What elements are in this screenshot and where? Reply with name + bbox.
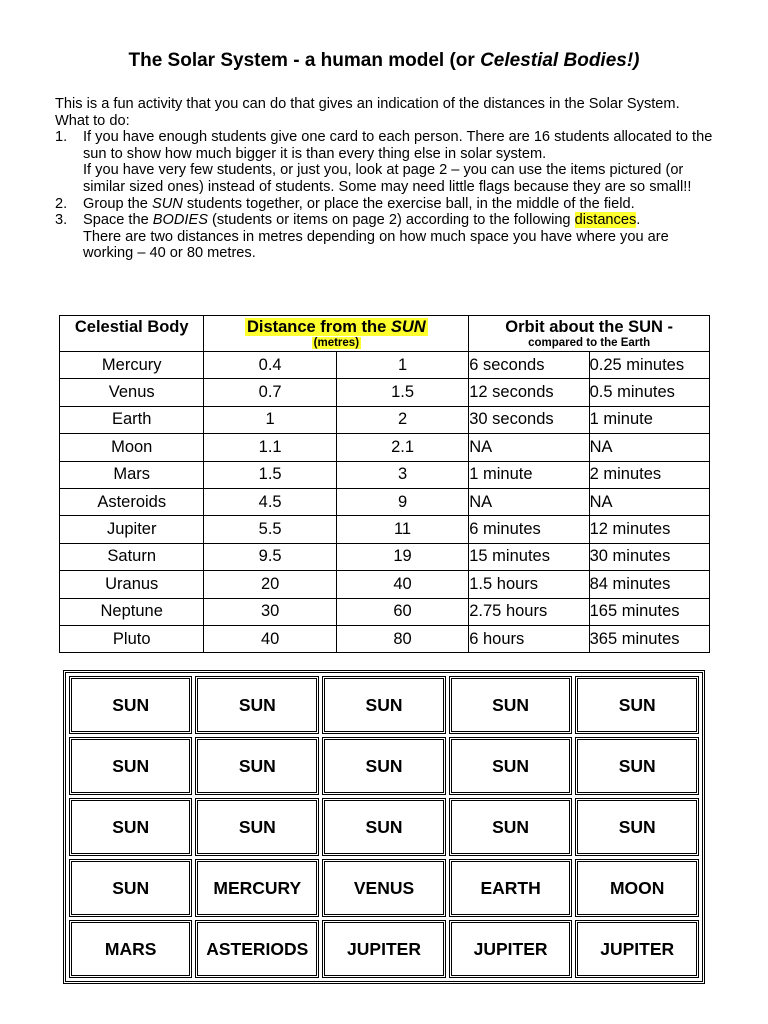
card: SUN xyxy=(322,798,446,856)
header-celestial-body: Celestial Body xyxy=(60,316,204,352)
table-row xyxy=(60,571,710,598)
table-row xyxy=(60,488,710,515)
cards-body xyxy=(69,676,699,978)
steps-list xyxy=(55,129,715,262)
cell-distance-80: 2 xyxy=(336,406,468,433)
cell-distance-80: 19 xyxy=(336,543,468,570)
cell-distance-80: 9 xyxy=(336,488,468,515)
cell-orbit-time: NA xyxy=(469,488,589,515)
cell-orbit-minutes: 165 minutes xyxy=(589,598,709,625)
card: EARTH xyxy=(449,859,573,917)
cell-orbit-time: 6 hours xyxy=(469,625,589,652)
cell-distance-40: 9.5 xyxy=(204,543,336,570)
cell-orbit-minutes: 2 minutes xyxy=(589,461,709,488)
cell-body-name: Uranus xyxy=(60,571,204,598)
step-number: 3. xyxy=(55,212,68,229)
card: MERCURY xyxy=(195,859,319,917)
cell-orbit-time: 12 seconds xyxy=(469,379,589,406)
cell-orbit-minutes: 0.25 minutes xyxy=(589,352,709,379)
card: SUN xyxy=(449,798,573,856)
step-text: If you have enough students give one card to each person. There are 16 students allocated to the sun to show how much bigger it is than every thing else in solar system. xyxy=(83,129,713,162)
cell-distance-80: 80 xyxy=(336,625,468,652)
cell-orbit-time: 2.75 hours xyxy=(469,598,589,625)
header-distance-unit: (metres) xyxy=(313,337,360,349)
step-text: (students or items on page 2) according to the following xyxy=(207,212,575,229)
header-distance-text: Distance from the xyxy=(246,318,391,336)
cell-orbit-time: 1 minute xyxy=(469,461,589,488)
step-text: If you have very few students, or just you, look at page 2 – you can use the items pictured (or similar sized ones) instead of students. Some may need little flags because they are so small!! xyxy=(83,162,692,195)
table-row xyxy=(60,516,710,543)
card: SUN xyxy=(69,676,192,734)
cell-body-name: Asteroids xyxy=(60,488,204,515)
page-title xyxy=(0,50,768,72)
title-italic: Celestial Bodies!) xyxy=(480,50,640,71)
step-item xyxy=(55,196,715,213)
cell-orbit-time: 1.5 hours xyxy=(469,571,589,598)
cell-distance-40: 1.5 xyxy=(204,461,336,488)
cell-body-name: Venus xyxy=(60,379,204,406)
step-italic: BODIES xyxy=(152,212,208,229)
card-row xyxy=(69,859,699,917)
step-number: 2. xyxy=(55,195,68,212)
cell-distance-40: 0.7 xyxy=(204,379,336,406)
card: JUPITER xyxy=(449,920,573,978)
cell-orbit-minutes: 12 minutes xyxy=(589,516,709,543)
card-row xyxy=(69,798,699,856)
cell-distance-80: 3 xyxy=(336,461,468,488)
table-body xyxy=(60,352,710,653)
header-distance xyxy=(204,316,469,352)
cell-distance-40: 20 xyxy=(204,571,336,598)
table-row xyxy=(60,406,710,433)
cell-distance-80: 1.5 xyxy=(336,379,468,406)
cell-body-name: Moon xyxy=(60,434,204,461)
cell-distance-80: 60 xyxy=(336,598,468,625)
header-orbit xyxy=(469,316,710,352)
cell-body-name: Mercury xyxy=(60,352,204,379)
card: SUN xyxy=(322,676,446,734)
cards-grid xyxy=(63,670,705,984)
card-row xyxy=(69,676,699,734)
card-row xyxy=(69,737,699,795)
card: SUN xyxy=(449,737,573,795)
card: SUN xyxy=(575,798,699,856)
card: SUN xyxy=(575,676,699,734)
cell-distance-80: 11 xyxy=(336,516,468,543)
card: MOON xyxy=(575,859,699,917)
cell-body-name: Neptune xyxy=(60,598,204,625)
card: MARS xyxy=(69,920,192,978)
cell-distance-40: 4.5 xyxy=(204,488,336,515)
distances-table xyxy=(59,315,710,653)
cell-body-name: Pluto xyxy=(60,625,204,652)
cell-distance-40: 1 xyxy=(204,406,336,433)
cell-orbit-minutes: 84 minutes xyxy=(589,571,709,598)
card: VENUS xyxy=(322,859,446,917)
cell-orbit-minutes: 0.5 minutes xyxy=(589,379,709,406)
cell-body-name: Jupiter xyxy=(60,516,204,543)
card: SUN xyxy=(195,737,319,795)
table-row xyxy=(60,352,710,379)
step-text: Group the xyxy=(83,195,152,212)
step-item xyxy=(55,212,715,262)
step-text: There are two distances in metres depending on how much space you have where you are working – 40 or 80 metres. xyxy=(83,228,669,262)
table-row xyxy=(60,379,710,406)
cell-distance-40: 1.1 xyxy=(204,434,336,461)
card: SUN xyxy=(69,737,192,795)
cell-orbit-minutes: 1 minute xyxy=(589,406,709,433)
step-italic: SUN xyxy=(151,195,183,212)
header-distance-italic: SUN xyxy=(390,318,426,336)
table-header-row xyxy=(60,316,710,352)
card: SUN xyxy=(322,737,446,795)
cell-orbit-time: 30 seconds xyxy=(469,406,589,433)
cell-orbit-time: 6 seconds xyxy=(469,352,589,379)
intro-section xyxy=(55,96,715,262)
intro-paragraph: This is a fun activity that you can do that gives an indication of the distances in the Solar System. xyxy=(55,96,680,112)
cell-distance-40: 30 xyxy=(204,598,336,625)
cell-orbit-time: 6 minutes xyxy=(469,516,589,543)
header-orbit-sub: compared to the Earth xyxy=(528,337,651,349)
table-row xyxy=(60,543,710,570)
card: SUN xyxy=(195,798,319,856)
cell-orbit-minutes: 30 minutes xyxy=(589,543,709,570)
table-row xyxy=(60,598,710,625)
highlighted-word: distances xyxy=(574,212,637,229)
card: JUPITER xyxy=(322,920,446,978)
cell-body-name: Mars xyxy=(60,461,204,488)
cell-orbit-minutes: NA xyxy=(589,434,709,461)
step-text: Space the xyxy=(83,212,153,229)
cell-orbit-time: NA xyxy=(469,434,589,461)
card: ASTERIODS xyxy=(195,920,319,978)
cell-distance-80: 40 xyxy=(336,571,468,598)
cell-orbit-minutes: 365 minutes xyxy=(589,625,709,652)
step-text: . xyxy=(636,212,641,229)
card: SUN xyxy=(69,798,192,856)
cell-body-name: Earth xyxy=(60,406,204,433)
card: SUN xyxy=(69,859,192,917)
card: SUN xyxy=(449,676,573,734)
cell-distance-40: 40 xyxy=(204,625,336,652)
cell-distance-40: 5.5 xyxy=(204,516,336,543)
what-to-do-label: What to do: xyxy=(55,112,130,129)
card: SUN xyxy=(575,737,699,795)
table-row xyxy=(60,625,710,652)
table-row xyxy=(60,461,710,488)
cell-orbit-minutes: NA xyxy=(589,488,709,515)
step-text: students together, or place the exercise ball, in the middle of the field. xyxy=(182,195,635,212)
table-row xyxy=(60,434,710,461)
card: JUPITER xyxy=(575,920,699,978)
step-number: 1. xyxy=(55,129,68,146)
cell-distance-40: 0.4 xyxy=(204,352,336,379)
step-item xyxy=(55,129,715,195)
header-orbit-text: Orbit about the SUN - xyxy=(505,318,673,336)
card: SUN xyxy=(195,676,319,734)
cell-distance-80: 2.1 xyxy=(336,434,468,461)
cell-body-name: Saturn xyxy=(60,543,204,570)
cell-distance-80: 1 xyxy=(336,352,468,379)
title-main: The Solar System - a human model (or xyxy=(128,50,481,71)
cell-orbit-time: 15 minutes xyxy=(469,543,589,570)
card-row xyxy=(69,920,699,978)
